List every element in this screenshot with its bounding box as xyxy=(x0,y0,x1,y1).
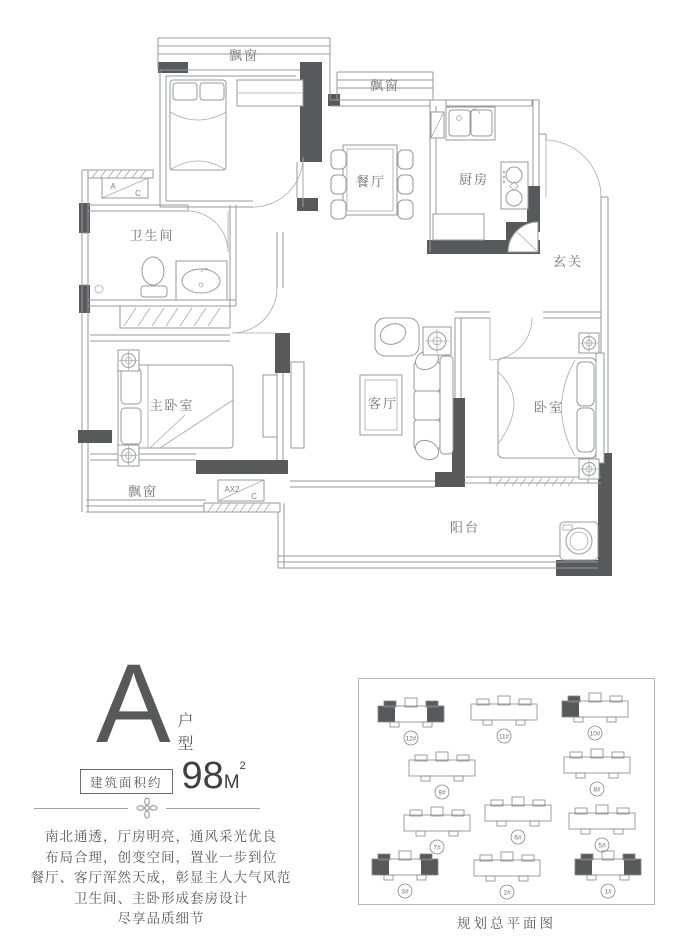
room-label-living: 客厅 xyxy=(367,396,399,411)
building-footprint xyxy=(474,852,540,899)
area-number: 98 xyxy=(181,755,224,797)
area-value xyxy=(181,755,246,797)
downlight-icon xyxy=(579,333,599,353)
copy-line: 尽享品质细节 xyxy=(117,911,205,926)
tv-cabinet-icon xyxy=(263,375,277,437)
siteplan-box xyxy=(358,678,655,905)
building-label: 3# xyxy=(401,888,409,896)
wall-lines xyxy=(82,38,608,568)
copy-line: 布局合理，创变空间，置业一步到位 xyxy=(45,849,277,865)
unit-type-label: 户型 xyxy=(175,712,192,758)
room-label-bathroom: 卫生间 xyxy=(129,228,175,243)
room-label-dining: 餐厅 xyxy=(355,174,387,189)
building-label: 8# xyxy=(593,786,601,794)
kitchen-sink-icon xyxy=(446,107,495,140)
ac1-label-a: A xyxy=(110,182,116,191)
room-label-kitchen: 厨房 xyxy=(458,172,490,187)
divider-line xyxy=(34,808,128,809)
building-label: 1# xyxy=(604,888,612,896)
room-label-master: 主卧室 xyxy=(149,398,195,413)
building-label: 7# xyxy=(433,844,441,852)
ac-platform-top xyxy=(88,170,153,198)
room-label-entry: 玄关 xyxy=(552,254,584,269)
downlight-icon xyxy=(118,445,139,466)
room-label-balcony: 阳台 xyxy=(449,520,481,535)
building-label: 6# xyxy=(514,834,522,842)
sofa-icon xyxy=(412,347,453,463)
building-footprint xyxy=(569,805,635,852)
siteplan-drawing xyxy=(358,678,655,905)
building-label: 10# xyxy=(589,730,601,738)
unit-letter: A xyxy=(96,641,171,766)
downlight-icon xyxy=(579,459,599,479)
area-unit: M xyxy=(223,772,240,793)
washbasin-icon xyxy=(176,261,227,300)
copy-line: 南北通透，厅房明亮，通风采光优良 xyxy=(45,829,277,844)
copy-line: 卫生间、主卧形成套房设计 xyxy=(74,890,248,906)
section-divider xyxy=(34,797,260,819)
building-label: 5# xyxy=(598,842,606,850)
washing-machine-icon xyxy=(560,522,598,560)
counter-icon xyxy=(433,214,484,240)
ac1-label-c: C xyxy=(135,189,141,198)
divider-line xyxy=(166,808,260,809)
stove-icon xyxy=(501,162,528,209)
building-label: 12# xyxy=(405,735,417,743)
toilet-icon xyxy=(141,257,167,297)
closet xyxy=(120,306,230,328)
floor-drain-icon xyxy=(95,285,103,293)
building-footprint xyxy=(409,752,475,799)
building-footprint xyxy=(564,749,630,796)
building-footprint xyxy=(562,693,628,740)
ac-platform-bottom xyxy=(204,480,280,512)
area-row xyxy=(80,755,246,797)
armchair-icon xyxy=(375,318,419,356)
room-label-bay-mid: 飘窗 xyxy=(369,78,401,93)
siteplan-caption: 规划总平面图 xyxy=(457,916,556,931)
area-exponent: 2 xyxy=(239,760,246,772)
bed-icon xyxy=(170,80,226,170)
building-label: 11# xyxy=(498,733,510,741)
room-label-bay-top: 飘窗 xyxy=(228,48,260,63)
room-label-bedroom: 卧室 xyxy=(533,400,565,415)
building-footprint xyxy=(471,696,537,743)
building-footprint xyxy=(404,807,470,854)
building-label: 2# xyxy=(503,889,511,897)
area-label-box: 建筑面积约 xyxy=(80,769,173,794)
ac2-label-ax2: AX2 xyxy=(224,485,240,494)
building-footprint xyxy=(575,851,641,898)
downlight-icon xyxy=(423,327,451,355)
ac2-label-c: C xyxy=(251,492,257,501)
copy-line: 餐厅、客厅浑然天成，彰显主人大气风范 xyxy=(30,870,292,885)
building-footprint xyxy=(372,851,438,898)
building-footprint xyxy=(485,797,551,844)
downlight-icon xyxy=(118,350,139,371)
marketing-copy xyxy=(0,827,322,930)
tv-cabinet-icon xyxy=(291,362,304,448)
building-label: 9# xyxy=(438,789,446,797)
building-footprint xyxy=(378,698,444,745)
compass-ornament-icon xyxy=(136,797,158,819)
room-label-bay-bottom: 飘窗 xyxy=(127,484,159,499)
